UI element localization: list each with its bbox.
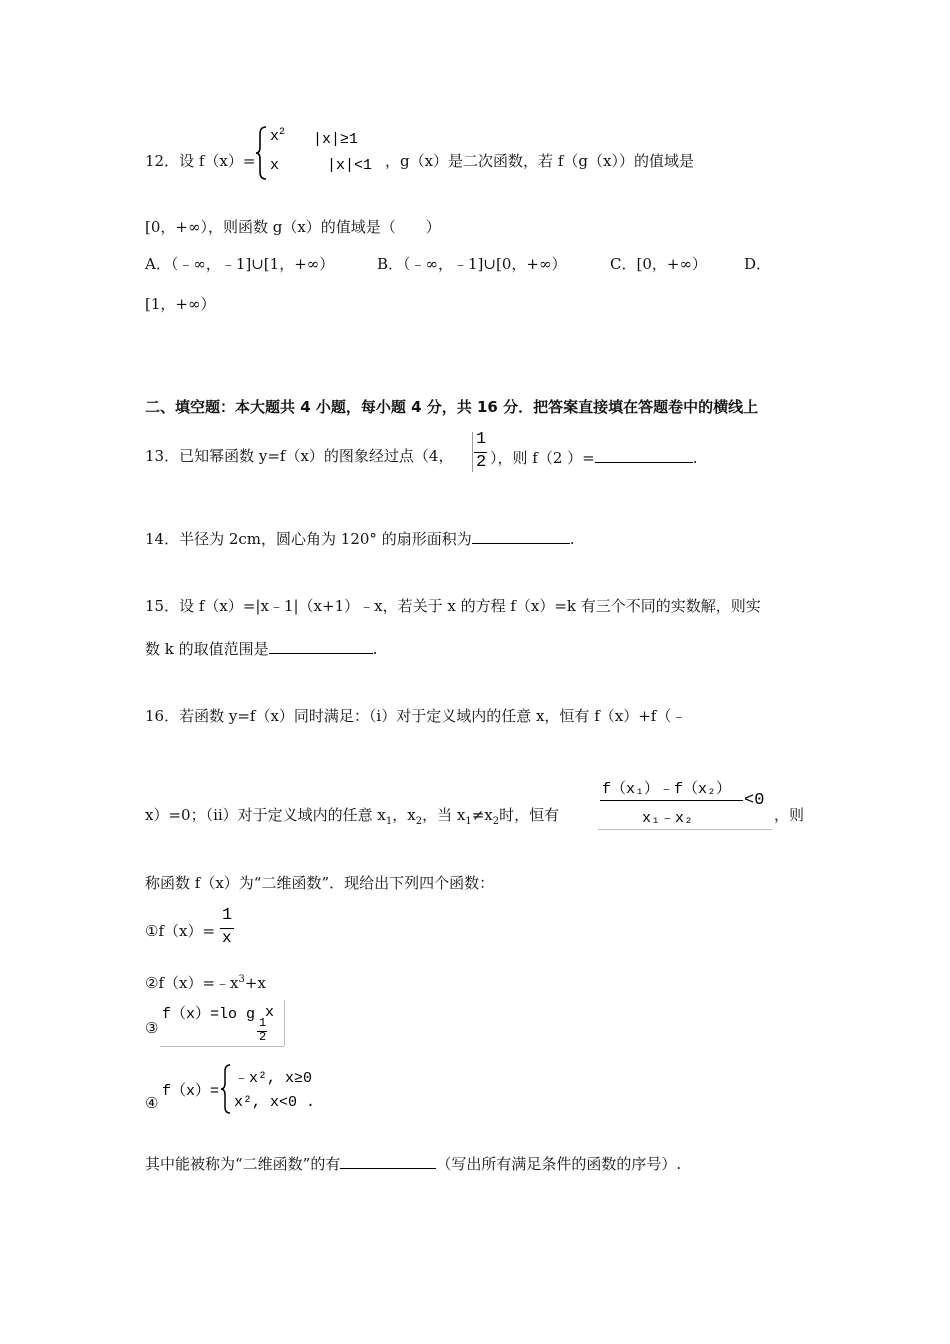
f1-label: ①f（x）= [145,922,216,940]
q12-option-c: C．[0，+∞） [610,255,707,273]
q12-option-d-value: [1，+∞） [145,295,216,313]
f3-log-image: f（x）=lo g x 1 2 [160,1000,286,1048]
left-brace-icon [220,1063,232,1115]
q12-option-a: A．（﹣∞，﹣1]∪[1，+∞） [145,255,335,273]
q13-answer-blank[interactable] [595,446,693,463]
q12-option-d: D． [744,255,772,273]
q12-text: ，g（x）是二次函数，若 f（g（x））的值域是 [385,152,694,170]
q15-line2: 数 k 的取值范围是 . [145,637,377,659]
q16-line2: x）=0；（ⅱ）对于定义域内的任意 $x_1$，$x_2$，当 $x_1\ne x_2$时，恒有 [145,806,560,827]
q12-prefix: 12．设 f（x）= [145,152,256,170]
left-brace-icon [255,125,269,181]
f4-piecewise-image: f（x）= ﹣x², x≥0 x², x<0 . [160,1062,324,1116]
q13-fraction-image: 1 2 [472,430,490,474]
q16-line2-end: ，则 [774,806,805,824]
q16-line3: 称函数 f（x）为“二维函数”．现给出下列四个函数： [145,874,495,892]
q12-option-b: B．（﹣∞，﹣1]∪[0，+∞） [377,255,567,273]
q16-answer-blank[interactable] [340,1152,436,1169]
q12-line2: [0，+∞），则函数 g（x）的值域是（ ） [145,218,441,236]
q13-text-end: ），则 f（2 ）= . [490,446,697,468]
f1-fraction-image: 1 x [222,906,233,947]
q16-last-line: 其中能被称为“二维函数”的有 （写出所有满足条件的函数的序号）. [145,1152,681,1174]
q16-condition-fraction-image: f（x₁）﹣f（x₂） x₁﹣x₂ <0 [598,775,774,831]
section-heading: 二、填空题：本大题共 4 小题，每小题 4 分，共 16 分．把答案直接填在答题卷中的横线上 [145,398,759,416]
q12-piecewise-image: $x^2$ |x|≥1 x |x|<1 [255,125,385,181]
q13-text: 13．已知幂函数 y=f（x）的图象经过点（4， [145,447,454,465]
q14-answer-blank[interactable] [472,527,570,544]
f4-label: ④ [145,1094,159,1112]
f3-label: ③ [145,1019,159,1037]
f2-text: $②f(x)=﹣x^3+x$ [145,974,266,992]
q14-text: 14．半径为 2cm，圆心角为 120° 的扇形面积为 . [145,527,574,549]
q15-answer-blank[interactable] [269,637,373,654]
q16-line1: 16．若函数 y=f（x）同时满足：（ⅰ）对于定义域内的任意 x，恒有 f（x）+f（﹣ [145,707,687,725]
q15-line1: 15．设 f（x）=|x﹣1|（x+1）﹣x，若关于 x 的方程 f（x）=k 有三个不同的实数解，则实 [145,597,761,615]
